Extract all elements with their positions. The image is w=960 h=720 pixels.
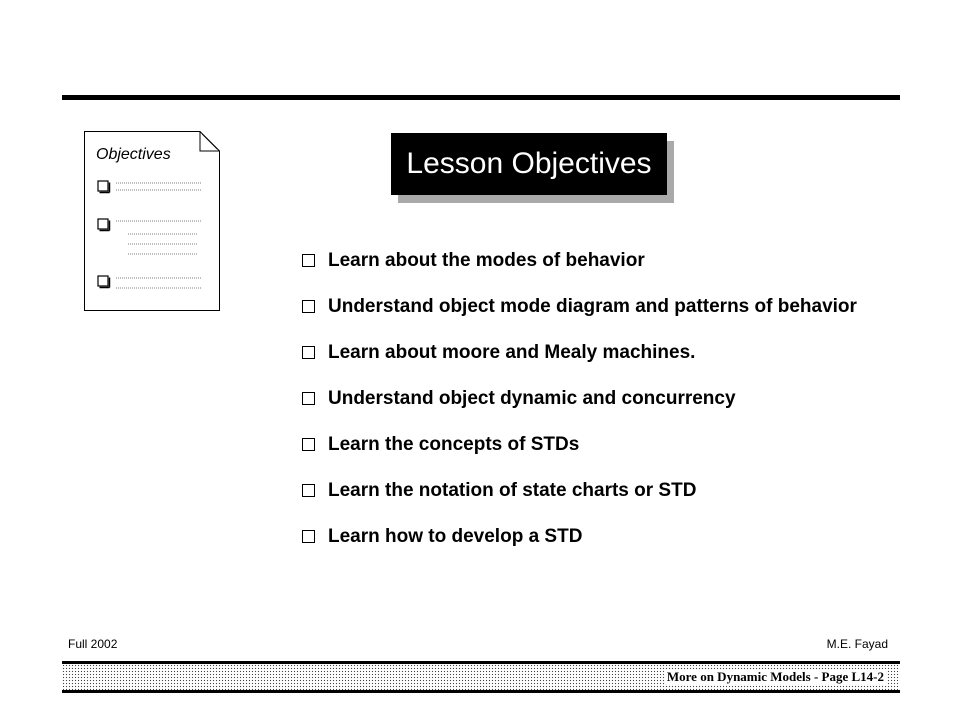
footer-date: Full 2002 [68,637,118,651]
checkbox-icon [302,530,315,543]
footer-course-page: More on Dynamic Models - Page L14-2 [666,669,884,684]
top-rule [62,95,900,100]
list-item [300,250,880,272]
footer-band [62,661,900,693]
bullet-text: Learn the concepts of STDs [328,434,580,455]
checkbox-icon [302,438,315,451]
slide-title: Lesson Objectives [391,133,667,195]
checkbox-icon [302,346,315,359]
list-item [300,434,880,456]
bullet-text: Understand object mode diagram and patterns of behavior [328,296,857,317]
checkbox-icon [302,254,315,267]
list-item [300,388,880,410]
list-item [300,480,880,502]
footer-author: M.E. Fayad [826,637,888,651]
objectives-note-icon [84,131,220,311]
bullet-text: Learn about the modes of behavior [328,250,645,271]
note-title: Objectives [96,146,171,163]
checkbox-icon [302,300,315,313]
list-item [300,342,880,364]
bullet-text: Learn about moore and Mealy machines. [328,342,696,363]
checkbox-icon [302,484,315,497]
bullet-text: Understand object dynamic and concurrency [328,388,736,409]
bullet-text: Learn the notation of state charts or STD [328,480,697,501]
objectives-list [300,250,880,548]
bullet-text: Learn how to develop a STD [328,526,583,547]
list-item [300,526,880,548]
checkbox-icon [302,392,315,405]
list-item [300,296,880,318]
